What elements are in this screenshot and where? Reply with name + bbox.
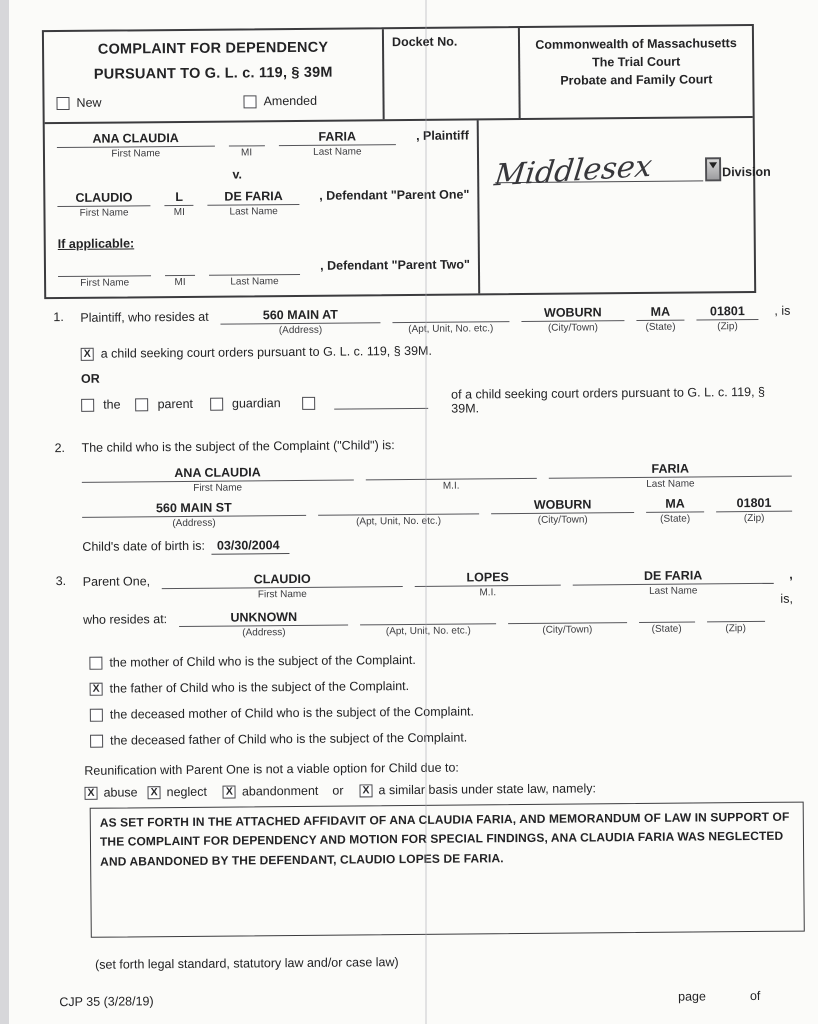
court-line-3: Probate and Family Court	[560, 72, 713, 88]
parent-one-name-row	[57, 187, 469, 219]
the-checkbox[interactable]	[81, 398, 94, 411]
plaintiff-zip-field[interactable]: 01801 (Zip)	[696, 304, 758, 333]
child-last-name-field[interactable]: FARIA Last Name	[549, 461, 792, 491]
section-1-is: , is	[774, 303, 791, 318]
resides-label: who resides at:	[82, 612, 168, 627]
plaintiff-name-row	[57, 128, 469, 160]
section-2	[54, 435, 792, 554]
caption-table	[42, 24, 771, 299]
plaintiff-city-field[interactable]: WOBURN (City/Town)	[521, 305, 624, 334]
child-state-field[interactable]: MA (State)	[646, 496, 704, 525]
of-label: of	[749, 988, 761, 1004]
child-first-name-field[interactable]: ANA CLAUDIA First Name	[82, 464, 354, 494]
other-filer-field[interactable]	[334, 395, 429, 410]
role-row-deceased-father: the deceased father of Child who is the subject of the Complaint.	[90, 728, 794, 748]
parent-one-last-field-s3[interactable]: DE FARIA Last Name	[573, 568, 773, 598]
reunification-intro: Reunification with Parent One is not a viable option for Child due to:	[84, 760, 459, 778]
child-address-field[interactable]: 560 MAIN ST (Address)	[82, 500, 306, 530]
mother-checkbox[interactable]	[89, 656, 102, 669]
abuse-label: abuse	[103, 785, 138, 800]
section-3-number: 3.	[55, 573, 67, 589]
the-label: the	[103, 397, 121, 412]
child-seeking-orders-checkbox[interactable]: X	[81, 347, 94, 360]
scan-fold-line	[425, 0, 427, 1024]
new-label: New	[76, 95, 102, 110]
abuse-checkbox[interactable]: X	[84, 786, 97, 799]
parent-two-mi-field[interactable]: MI	[165, 260, 195, 288]
section-3-is: is,	[780, 591, 793, 606]
parent-two-last-name-field[interactable]: Last Name	[209, 259, 301, 288]
plaintiff-last-name-field[interactable]: FARIA Last Name	[278, 129, 396, 158]
division-dropdown-button[interactable]	[705, 157, 721, 181]
child-mi-field[interactable]: M.I.	[365, 463, 537, 492]
court-line-1: Commonwealth of Massachusetts	[535, 36, 737, 52]
amended-checkbox-row	[243, 94, 317, 109]
versus-label: v.	[232, 167, 242, 182]
statement-note: (set forth legal standard, statutory law and/or case law)	[94, 955, 399, 972]
child-city-field[interactable]: WOBURN (City/Town)	[491, 497, 634, 526]
form-title	[44, 29, 383, 122]
parent-one-mi-field[interactable]: L MI	[164, 190, 194, 218]
division-handwriting: Middlesex	[492, 148, 654, 194]
title-line-2: PURSUANT TO G. L. c. 119, § 39M	[93, 64, 333, 83]
scanned-form-page	[9, 0, 818, 1024]
neglect-label: neglect	[166, 784, 207, 800]
parent-two-suffix: , Defendant "Parent Two"	[320, 257, 471, 273]
division-label: Division	[722, 164, 771, 180]
parent-one-first-field[interactable]: CLAUDIO First Name	[162, 571, 402, 601]
plaintiff-state-field[interactable]: MA (State)	[636, 305, 684, 333]
division-cell	[479, 118, 782, 294]
role-row-father: X the father of Child who is the subject of the Complaint.	[90, 676, 794, 696]
parent-one-state-field[interactable]: (State)	[638, 607, 694, 635]
or-label: OR	[80, 371, 100, 386]
section-1-number: 1.	[53, 310, 64, 325]
parent-one-suffix: , Defendant "Parent One"	[319, 187, 470, 203]
section-1	[53, 304, 791, 419]
parent-one-zip-field[interactable]: (Zip)	[706, 606, 764, 635]
section-3-intro: Parent One,	[82, 574, 151, 589]
child-seeking-orders-label: a child seeking court orders pursuant to G. L. c. 119, § 39M.	[100, 343, 432, 361]
role-row-mother: the mother of Child who is the subject of the Complaint.	[89, 650, 793, 670]
section-3-comma: ,	[789, 567, 793, 582]
similar-basis-checkbox[interactable]: X	[359, 784, 372, 797]
abandonment-label: abandonment	[241, 783, 319, 799]
child-zip-field[interactable]: 01801 (Zip)	[716, 496, 792, 525]
parties-caption	[45, 120, 480, 297]
chevron-down-icon	[709, 162, 717, 168]
plaintiff-suffix: , Plaintiff	[415, 128, 469, 143]
reunification-reasons-row	[84, 780, 794, 800]
abandonment-checkbox[interactable]: X	[223, 785, 236, 798]
new-checkbox-row	[56, 96, 101, 110]
form-number: CJP 35 (3/28/19)	[59, 994, 154, 1010]
child-apt-field[interactable]: (Apt, Unit, No. etc.)	[318, 498, 480, 527]
plaintiff-mi-field[interactable]: MI	[228, 130, 264, 158]
parent-two-first-name-field[interactable]: First Name	[58, 260, 152, 289]
child-seeking-orders-row	[81, 341, 791, 361]
neglect-checkbox[interactable]: X	[148, 786, 161, 799]
amended-label: Amended	[263, 93, 318, 109]
guardian-label: guardian	[231, 396, 281, 411]
alternative-filers-row	[81, 385, 791, 419]
statement-text: AS SET FORTH IN THE ATTACHED AFFIDAVIT OF ANA CLAUDIA FARIA, AND MEMORANDUM OF LAW IN SUPPORT OF THE COMPLAINT FOR DEPENDENCY AND MOTION FOR SPECIAL FINDINGS, ANA CLAUDIA FARIA WAS NEGLECTED AND ABANDONED BY THE DEFENDANT, CLAUDIO LOPES DE FARIA.	[99, 809, 790, 869]
deceased-father-checkbox[interactable]	[90, 734, 103, 747]
deceased-mother-checkbox[interactable]	[90, 708, 103, 721]
similar-basis-label: a similar basis under state law, namely:	[378, 781, 597, 798]
page-label: page	[678, 989, 706, 1004]
dob-label: Child's date of birth is:	[82, 538, 206, 554]
court-line-2: The Trial Court	[592, 54, 681, 70]
parent-label: parent	[157, 396, 194, 412]
new-checkbox[interactable]	[56, 96, 69, 109]
parent-one-mi-field-s3[interactable]: LOPES M.I.	[414, 570, 561, 599]
parent-checkbox[interactable]	[135, 398, 148, 411]
alternative-filers-suffix: of a child seeking court orders pursuant to G. L. c. 119, § 39M.	[451, 384, 766, 416]
plaintiff-apt-field[interactable]: (Apt, Unit, No. etc.)	[392, 306, 509, 335]
father-checkbox[interactable]: X	[90, 682, 103, 695]
statement-box[interactable]	[90, 802, 805, 938]
division-field[interactable]	[492, 148, 703, 194]
court-header	[518, 26, 753, 118]
if-applicable-label: If applicable:	[57, 236, 135, 252]
amended-checkbox[interactable]	[243, 95, 256, 108]
guardian-checkbox[interactable]	[210, 397, 223, 410]
plaintiff-address-field[interactable]: 560 MAIN AT (Address)	[221, 307, 381, 336]
docket-number-cell[interactable]	[382, 28, 519, 119]
docket-label: Docket No.	[391, 34, 458, 50]
reasons-or-label: or	[332, 783, 344, 798]
dob-field[interactable]: 03/30/2004	[211, 538, 290, 555]
parent-one-first-name-field[interactable]: CLAUDIO First Name	[57, 190, 150, 219]
section-1-intro: Plaintiff, who resides at	[80, 309, 209, 325]
parent-two-name-row	[58, 257, 470, 289]
role-row-deceased-mother: the deceased mother of Child who is the subject of the Complaint.	[90, 702, 794, 722]
parent-one-last-name-field[interactable]: DE FARIA Last Name	[208, 189, 300, 218]
parent-one-city-field[interactable]: (City/Town)	[508, 607, 627, 636]
plaintiff-first-name-field[interactable]: ANA CLAUDIA First Name	[57, 131, 215, 160]
section-2-number: 2.	[54, 441, 66, 456]
page-footer	[59, 989, 760, 1009]
title-line-1: COMPLAINT FOR DEPENDENCY	[97, 39, 329, 58]
other-filer-checkbox[interactable]	[302, 396, 315, 409]
section-2-intro: The child who is the subject of the Complaint ("Child") is:	[81, 438, 395, 455]
parent-one-address-field[interactable]: UNKNOWN (Address)	[179, 610, 349, 639]
parent-one-apt-field[interactable]: (Apt, Unit, No. etc.)	[360, 608, 496, 637]
